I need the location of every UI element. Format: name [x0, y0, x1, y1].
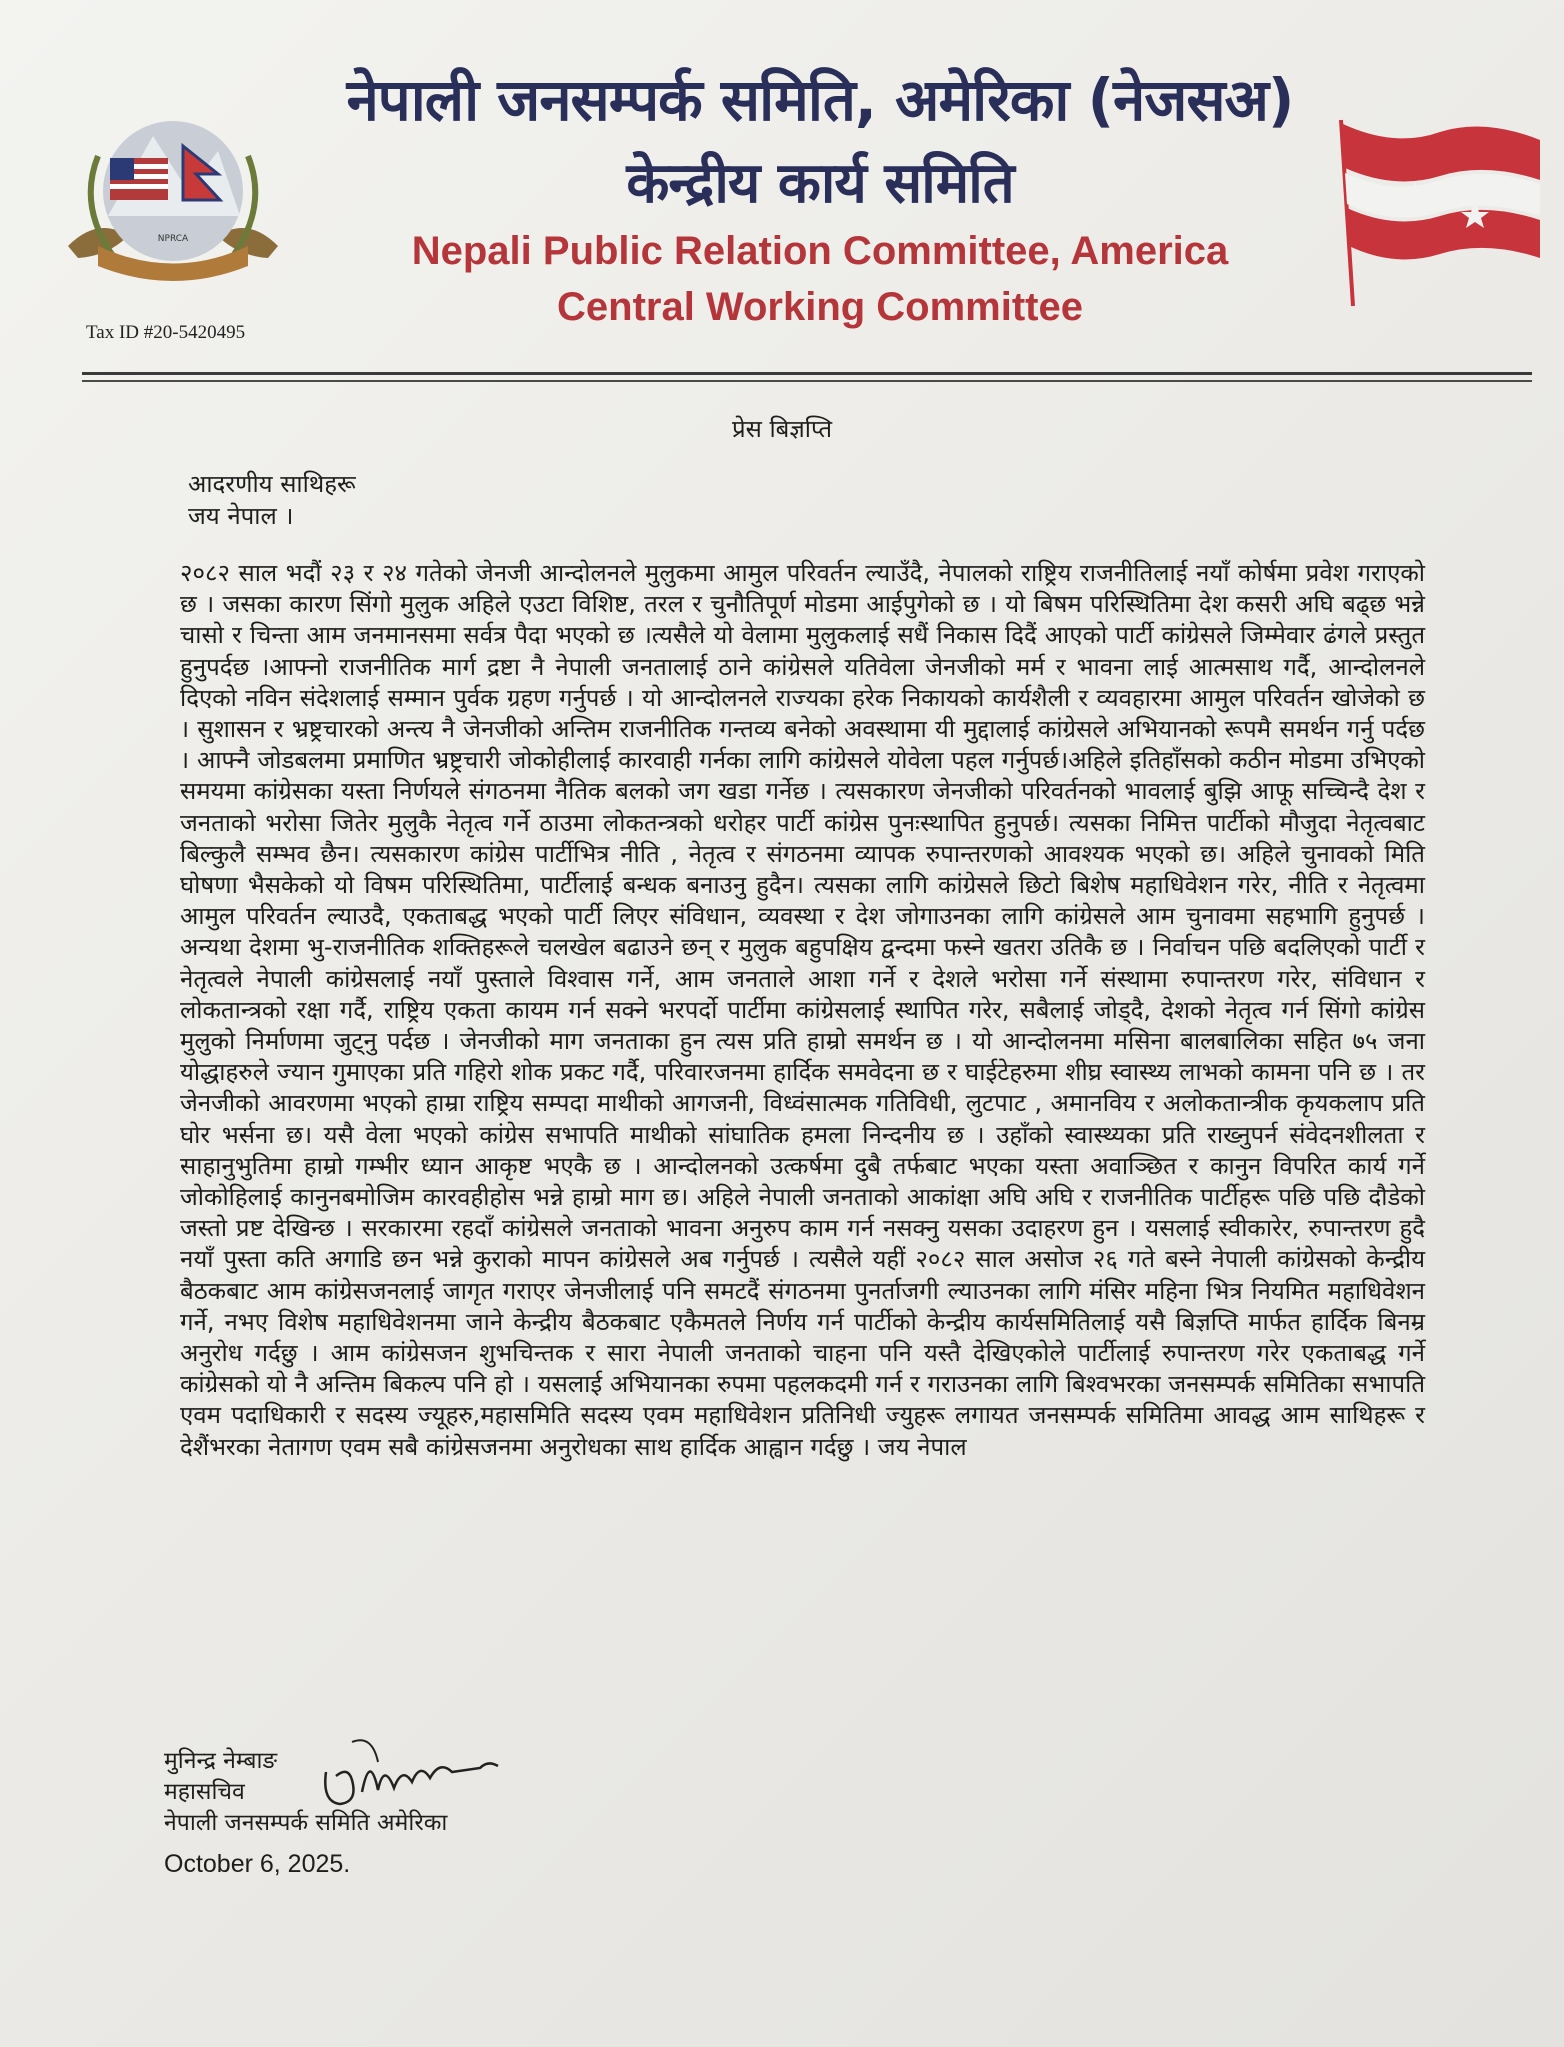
greeting-line: जय नेपाल ।: [188, 502, 294, 530]
tax-id: Tax ID #20-5420495: [86, 322, 246, 343]
press-release-body: २०८२ साल भदौं २३ र २४ गतेको जेनजी आन्दोलनले मुलुकमा आमुल परिवर्तन ल्याउँदै, नेपालको राष्ट्रिय राजनीतिलाई नयाँ कोर्षमा प्रवेश गराएको छ । जसका कारण सिंगो मुलुक अहिले एउटा विशिष्ट, तरल र चुनौतिपूर्ण मोडमा आईपुगेको छ । यो बिषम परिस्थितिमा देश कसरी अघि बढ्छ भन्ने चासो र चिन्ता आम जनमानसमा सर्वत्र पैदा भएको छ ।त्यसैले यो वेलामा मुलुकलाई सधैं निकास दिदैं आएको पार्टी कांग्रेसले जिम्मेवार ढंगले प्रस्तुत हुनुपर्दछ ।आफ्नो राजनीतिक मार्ग द्रष्टा नै नेपाली जनतालाई ठाने कांग्रेसले यतिवेला जेनजीको मर्म र भावना लाई आत्मसाथ गर्दै, आन्दोलनले दिएको नविन संदेशलाई सम्मान पुर्वक ग्रहण गर्नुपर्छ । यो आन्दोलनले राज्यका हरेक निकायको कार्यशैली र व्यवहारमा आमुल परिवर्तन खोजेको छ । सुशासन र भ्रष्ट्रचारको अन्त्य नै जेनजीको अन्तिम राजनीतिक गन्तव्य बनेको अवस्थामा यी मुद्दालाई कांग्रेसले अभियानको रूपमै समर्थन गर्नु पर्दछ । आफ्नै जोडबलमा प्रमाणित भ्रष्ट्रचारी जोकोहीलाई कारवाही गर्नका लागि कांग्रेसले योवेला पहल गर्नुपर्छ।अहिले इतिहाँसको कठीन मोडमा उभिएको समयमा कांग्रेसका यस्ता निर्णयले संगठनमा नैतिक बलको जग खडा गर्नेछ । त्यसकारण जेनजीको परिवर्तनको भावलाई बुझि आफू सच्चिन्दै देश र जनताको भरोसा जितेर मुलुकै नेतृत्व गर्ने ठाउमा लोकतन्त्रको धरोहर पार्टी कांग्रेस पुनःस्थापित हुनुपर्छ। त्यसका निमित्त पार्टीको मौजुदा नेतृत्वबाट बिल्कुलै सम्भव छैन। त्यसकारण कांग्रेस पार्टीभित्र नीति , नेतृत्व र संगठनमा व्यापक रुपान्तरणको आवश्यक भएको छ। अहिले चुनावको मिति घोषणा भैसकेको यो विषम परिस्थितिमा, पार्टीलाई बन्धक बनाउनु हुदैन। त्यसका लागि कांग्रेसले छिटो बिशेष महाधिवेशन गरेर, नीति र नेतृत्वमा आमुल परिवर्तन ल्याउदै, एकताबद्ध भएको पार्टी लिएर संविधान, व्यवस्था र देश जोगाउनका लागि कांग्रेसले आम चुनावमा सहभागि हुनुपर्छ । अन्यथा देशमा भु-राजनीतिक शक्तिहरूले चलखेल बढाउने छन् र मुलुक बहुपक्षिय द्वन्दमा फस्ने खतरा उतिकै छ । निर्वाचन पछि बदलिएको पार्टी र नेतृत्वले नेपाली कांग्रेसलाई नयाँ पुस्ताले विश्वास गर्ने, आम जनताले आशा गर्ने र देशले भरोसा गर्ने संस्थामा रुपान्तरण गरेर, संविधान र लोकतान्त्रको रक्षा गर्दै, राष्ट्रिय एकता कायम गर्न सक्ने भरपर्दो पार्टीमा कांग्रेसलाई स्थापित गरेर, सबैलाई जोड्दै, देशको नेतृत्व गर्न सिंगो कांग्रेस मुलुको निर्माणमा जुट्नु पर्दछ । जेनजीको माग जनताका हुन त्यस प्रति हाम्रो समर्थन छ । यो आन्दोलनमा मसिना बालबालिका सहित ७५ जना योद्धाहरुले ज्यान गुमाएका प्रति गहिरो शोक प्रकट गर्दै, परिवारजनमा हार्दिक समवेदना छ र घाईटेहरुमा शीघ्र स्वास्थ्य लाभको कामना पनि छ । तर जेनजीको आवरणमा भएको हाम्रा राष्ट्रिय सम्पदा माथीको आगजनी, विध्वंसात्मक गतिविधी, लुटपाट , अमानविय र अलोकतान्त्रीक कृयकलाप प्रति घोर भर्सना छ। यसै वेला भएको कांग्रेस सभापति माथीको सांघातिक हमला निन्दनीय छ । उहाँको स्वास्थ्यका प्रति राख्नुपर्न संवेदनशीलता र साहानुभुतिमा हाम्रो गम्भीर ध्यान आकृष्ट भएकै छ । आन्दोलनको उत्कर्षमा दुबै तर्फबाट भएका यस्ता अवाञ्छित र कानुन विपरित कार्य गर्ने जोकोहिलाई कानुनबमोजिम कारवहीहोस भन्ने हाम्रो माग छ। अहिले नेपाली जनताको आकांक्षा अघि अघि र राजनीतिक पार्टीहरू पछि पछि दौडेको जस्तो प्रष्ट देखिन्छ । सरकारमा रहदाँ कांग्रेसले जनताको भावना अनुरुप काम गर्न नसक्नु यसका उदाहरण हुन । यसलाई स्वीकारेर, रुपान्तरण हुदै नयाँ पुस्ता कति अगाडि छन भन्ने कुराको मापन कांग्रेसले अब गर्नुपर्छ । त्यसैले यहीं २०८२ साल असोज २६ गते बस्ने नेपाली कांग्रेसको केन्द्रीय बैठकबाट आम कांग्रेसजनलाई जागृत गराएर जेनजीलाई पनि समटदैं संगठनमा पुनर्ताजगी ल्याउनका लागि मंसिर महिना भित्र नियमित महाधिवेशन गर्ने, नभए विशेष महाधिवेशनमा जाने केन्द्रीय बैठकबाट एकैमतले निर्णय गर्न पार्टीको केन्द्रीय कार्यसमितिलाई यसै बिज्ञप्ति मार्फत हार्दिक बिनम्र अनुरोध गर्दछु । आम कांग्रेसजन शुभचिन्तक र सारा नेपाली जनताको चाहना पनि यस्तै देखिएकोले पार्टीलाई रुपान्तरण गरेर एकताबद्ध गर्ने कांग्रेसको यो नै अन्तिम बिकल्प पनि हो । यसलाई अभियानका रुपमा पहलकदमी गर्न र गराउनका लागि बिश्वभरका जनसम्पर्क समितिका सभापति एवम पदाधिकारी र सदस्य ज्यूहरु,महासमिति सदस्य एवम महाधिवेशन प्रतिनिधी ज्युहरू लगायत जनसम्पर्क समितिमा आवद्ध आम साथिहरू र देशैंभरका नेतागण एवम सबै कांग्रेसजनमा अनुरोधका साथ हार्दिक आह्वान गर्दछु । जय नेपाल: [180, 559, 1425, 1461]
salutation-block: [188, 468, 356, 532]
letterhead-title-nepali: नेपाली जनसम्पर्क समिति, अमेरिका (नेजसअ): [346, 66, 1294, 134]
letterhead-subtitle-english: Central Working Committee: [557, 285, 1083, 329]
letterhead-title-english: Nepali Public Relation Committee, America: [411, 229, 1229, 273]
letterhead-subtitle-nepali: केन्द्रीय कार्य समिति: [626, 151, 1014, 216]
nepali-congress-flag-icon: [1335, 118, 1545, 308]
salutation-line: आदरणीय साथिहरू: [188, 470, 356, 498]
emblem-label: NPRCA: [157, 234, 189, 244]
header-divider-secondary: [82, 380, 1532, 382]
signature-block: [164, 1746, 447, 1839]
letter-date: October 6, 2025.: [164, 1850, 351, 1878]
organization-emblem-icon: [58, 96, 288, 296]
header-divider: [82, 372, 1532, 375]
document-heading: प्रेस बिज्ञप्ति: [731, 415, 833, 443]
signatory-organization: नेपाली जनसम्पर्क समिति अमेरिका: [164, 1810, 448, 1836]
signatory-title: महासचिव: [164, 1779, 245, 1805]
signatory-name: मुनिन्द्र नेम्बाङ: [164, 1748, 278, 1774]
